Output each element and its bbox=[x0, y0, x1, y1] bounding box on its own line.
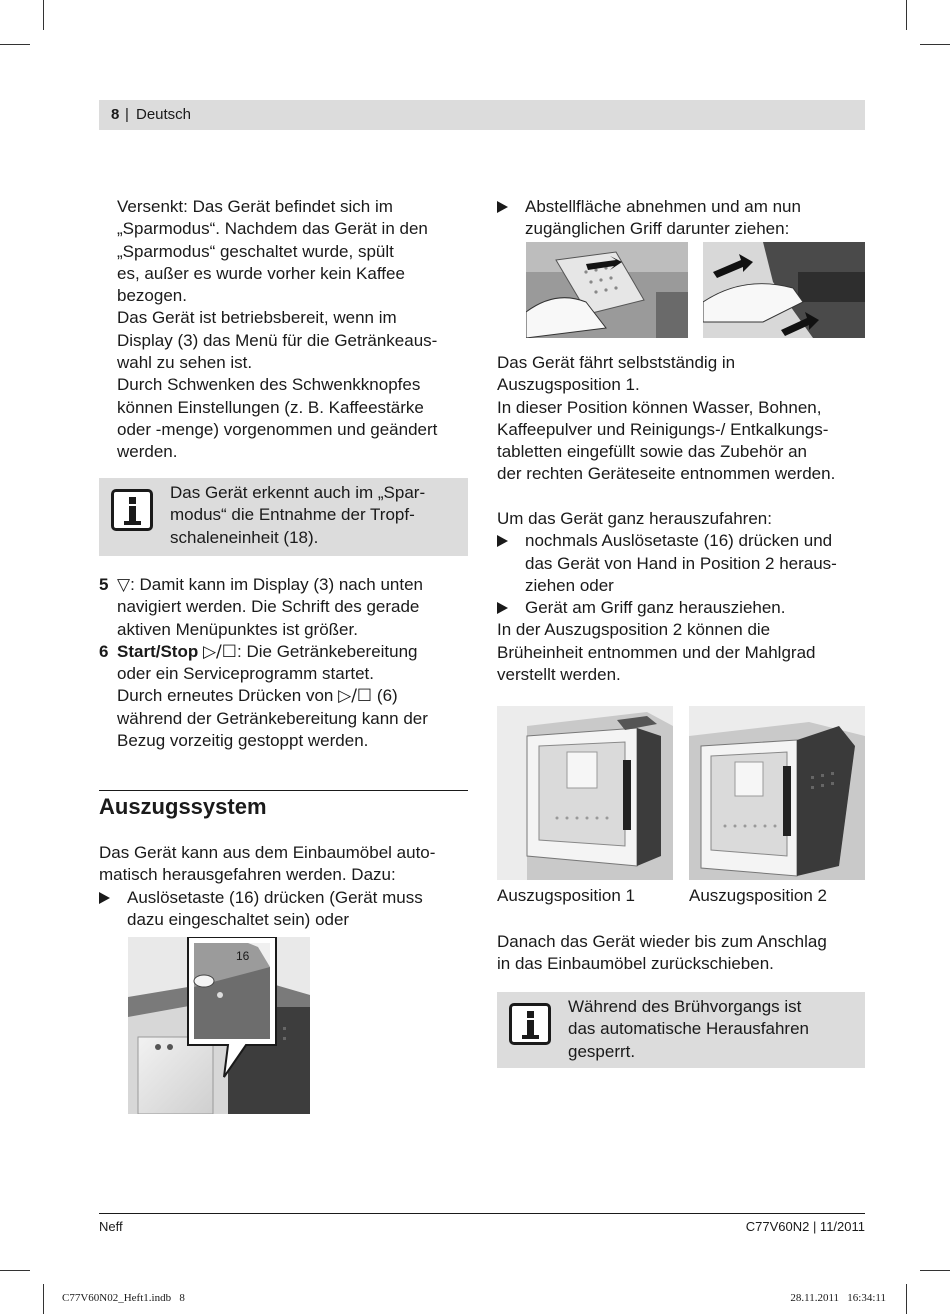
item-number: 6 bbox=[99, 641, 109, 661]
triangle-bullet-icon bbox=[497, 602, 508, 614]
text-line: matisch herausgefahren werden. Dazu: bbox=[99, 865, 396, 885]
bullet-item bbox=[99, 887, 471, 932]
left-intro bbox=[117, 196, 477, 464]
text-line: Danach das Gerät wieder bis zum Anschlag bbox=[497, 932, 827, 951]
text-line: Kaffeepulver und Reinigungs-/ Entkalkungs- bbox=[497, 419, 829, 439]
footer-rule bbox=[99, 1213, 865, 1214]
text-line: Während des Brühvorgangs ist bbox=[568, 997, 802, 1016]
info-text bbox=[170, 482, 425, 549]
text-line: können Einstellungen (z. B. Kaffeestärke bbox=[117, 397, 424, 417]
text-line: Versenkt: Das Gerät befindet sich im bbox=[117, 197, 393, 216]
text-line: Durch Schwenken des Schwenkknopfes bbox=[117, 375, 421, 395]
section-rule bbox=[99, 790, 468, 791]
bullet-item bbox=[497, 196, 869, 241]
text-line: „Sparmodus“ geschaltet wurde, spült bbox=[117, 241, 394, 261]
text-line: oder -menge) vorgenommen und geändert bbox=[117, 419, 438, 439]
text-line: : Damit kann im Display (3) nach unten bbox=[130, 575, 423, 594]
page-number: 8 bbox=[111, 106, 120, 123]
text-line: ziehen oder bbox=[525, 575, 614, 595]
section-intro bbox=[99, 842, 471, 931]
crop-mark bbox=[920, 44, 950, 45]
figure-callout-label: 16 bbox=[236, 949, 250, 963]
text-line: In der Auszugsposition 2 können die bbox=[497, 620, 771, 640]
text-line: schaleneinheit (18). bbox=[170, 527, 319, 547]
text-line: wahl zu sehen ist. bbox=[117, 353, 253, 373]
text-line: : Die Getränkebereitung bbox=[237, 641, 418, 661]
text-line: Abstellfläche abnehmen und am nun bbox=[525, 197, 801, 216]
text-line: bezogen. bbox=[117, 286, 187, 306]
text-line: während der Getränkebereitung kann der bbox=[117, 708, 428, 728]
triangle-bullet-icon bbox=[99, 892, 110, 904]
text-line: das automatische Herausfahren bbox=[568, 1019, 809, 1039]
text-line: Das Gerät fährt selbstständig in bbox=[497, 353, 736, 372]
text-line: oder ein Serviceprogramm startet. bbox=[117, 664, 374, 684]
figure-remove-tray bbox=[526, 242, 688, 338]
text-line: aktiven Menüpunktes ist größer. bbox=[117, 619, 358, 639]
text-line: Display (3) das Menü für die Getränkeaus- bbox=[117, 330, 438, 350]
start-stop-icon: ▷/☐ bbox=[338, 686, 373, 707]
text-line: verstellt werden. bbox=[497, 665, 621, 685]
figure-position-2 bbox=[689, 706, 865, 880]
figure-position-1 bbox=[497, 706, 673, 880]
section-title: Auszugssystem bbox=[99, 794, 267, 819]
crop-mark bbox=[0, 1270, 30, 1271]
crop-mark bbox=[43, 1284, 44, 1314]
crop-mark bbox=[906, 1284, 907, 1314]
slug-file: C77V60N02_Heft1.indb 8 bbox=[62, 1292, 185, 1304]
footer-doc-code: C77V60N2 | 11/2011 bbox=[745, 1219, 865, 1234]
info-box-brew bbox=[497, 992, 865, 1068]
header-separator: | bbox=[125, 106, 129, 123]
text-line: modus“ die Entnahme der Tropf- bbox=[170, 505, 415, 525]
right-top-bullet bbox=[497, 196, 869, 241]
bullet-item bbox=[497, 530, 869, 597]
info-icon bbox=[509, 1003, 551, 1045]
item-5 bbox=[99, 574, 471, 641]
text-line: in das Einbaumöbel zurückschieben. bbox=[497, 954, 774, 974]
text-line: dazu eingeschaltet sein) oder bbox=[127, 909, 350, 929]
triangle-bullet-icon bbox=[497, 535, 508, 547]
triangle-bullet-icon bbox=[497, 201, 508, 213]
crop-mark bbox=[920, 1270, 950, 1271]
text-line: (6) bbox=[376, 686, 398, 706]
text-line: Das Gerät erkennt auch im „Spar- bbox=[170, 483, 426, 502]
text-line: zugänglichen Griff darunter ziehen: bbox=[525, 219, 790, 239]
caption-position-2: Auszugsposition 2 bbox=[689, 886, 827, 905]
numbered-items bbox=[99, 574, 471, 752]
right-para1 bbox=[497, 352, 869, 486]
footer-brand: Neff bbox=[99, 1219, 123, 1234]
text-line: nochmals Auslösetaste (16) drücken und bbox=[525, 531, 833, 551]
start-stop-icon: ▷/☐ bbox=[202, 641, 238, 662]
text-line: Durch erneutes Drücken von bbox=[117, 686, 334, 706]
caption-position-1: Auszugsposition 1 bbox=[497, 886, 635, 905]
text-line: In dieser Position können Wasser, Bohnen, bbox=[497, 397, 822, 417]
crop-mark bbox=[0, 44, 30, 45]
item-number: 5 bbox=[99, 575, 109, 594]
text-line: Gerät am Griff ganz herausziehen. bbox=[525, 598, 786, 618]
figure-pull-handle bbox=[703, 242, 865, 338]
item-6 bbox=[99, 641, 471, 752]
info-icon bbox=[111, 489, 153, 531]
text-line: Auslösetaste (16) drücken (Gerät muss bbox=[127, 887, 423, 907]
text-line: das Gerät von Hand in Position 2 heraus- bbox=[525, 553, 837, 573]
crop-mark bbox=[43, 0, 44, 30]
slug-datetime: 28.11.2011 16:34:11 bbox=[790, 1292, 886, 1304]
header-language: Deutsch bbox=[136, 106, 192, 123]
text-line: Das Gerät kann aus dem Einbaumöbel auto- bbox=[99, 843, 436, 862]
text-line: Das Gerät ist betriebsbereit, wenn im bbox=[117, 308, 397, 328]
text-line: gesperrt. bbox=[568, 1041, 636, 1061]
text-line: es, außer es wurde vorher kein Kaffee bbox=[117, 263, 405, 283]
page-header bbox=[99, 100, 865, 130]
text-line: Auszugsposition 1. bbox=[497, 375, 640, 395]
start-stop-label: Start/Stop bbox=[117, 641, 199, 661]
navigate-down-icon: ▽ bbox=[117, 575, 131, 595]
right-para4 bbox=[497, 931, 869, 976]
bullet-item bbox=[497, 597, 869, 619]
crop-mark bbox=[906, 0, 907, 30]
text-line: Bezug vorzeitig gestoppt werden. bbox=[117, 731, 369, 751]
text-line: Brüheinheit entnommen und der Mahlgrad bbox=[497, 642, 816, 662]
right-para2 bbox=[497, 508, 869, 686]
text-line: tabletten eingefüllt sowie das Zubehör an bbox=[497, 442, 807, 462]
info-text bbox=[568, 996, 809, 1063]
figure-release-button bbox=[128, 937, 310, 1114]
info-box-spar bbox=[99, 478, 468, 556]
text-line: werden. bbox=[117, 442, 178, 462]
text-line: Um das Gerät ganz herauszufahren: bbox=[497, 509, 772, 528]
text-line: „Sparmodus“. Nachdem das Gerät in den bbox=[117, 219, 428, 239]
text-line: der rechten Geräteseite entnommen werden. bbox=[497, 464, 836, 484]
text-line: navigiert werden. Die Schrift des gerade bbox=[117, 597, 420, 617]
